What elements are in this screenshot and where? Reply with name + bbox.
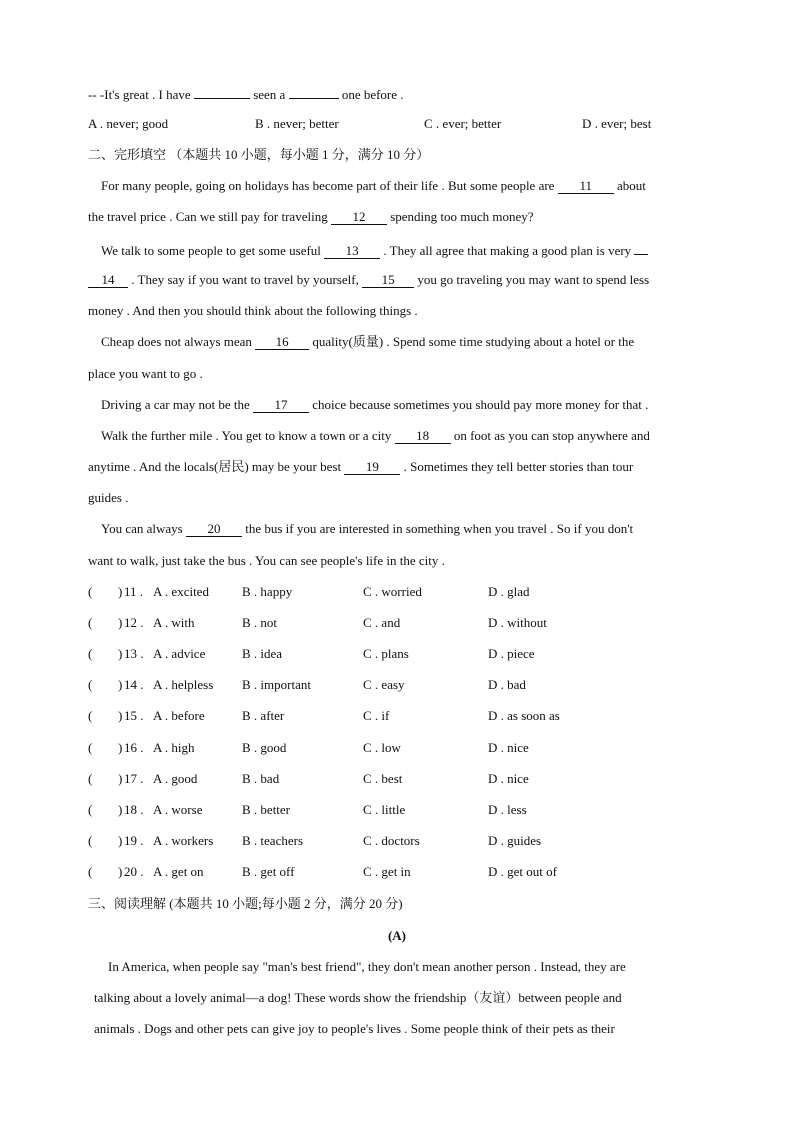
option-b[interactable]: B . not [242, 615, 278, 630]
answer-paren-open: ( [88, 708, 93, 723]
passage-line-13: want to walk, just take the bus . You can see people's life in the city . [88, 553, 445, 568]
question-number: 11 . [124, 584, 144, 599]
option-a[interactable]: A . get on [153, 864, 204, 879]
section3-heading [88, 896, 403, 913]
question-number: 18 . [124, 802, 144, 817]
blank-12[interactable]: 12 [331, 210, 387, 225]
option-b[interactable]: B . good [242, 740, 287, 755]
option-d[interactable]: D . less [488, 802, 527, 817]
answer-paren-close: ) [118, 771, 123, 786]
blank-18[interactable]: 18 [395, 429, 451, 444]
passage-line-7: place you want to go . [88, 366, 203, 381]
answer-paren-close: ) [118, 615, 123, 630]
option-a[interactable]: A . helpless [153, 677, 214, 692]
passage-line-2 [88, 209, 534, 225]
q10-text-c: one before . [341, 87, 404, 102]
question-number: 16 . [124, 740, 144, 755]
reading-line-2: talking about a lovely animal—a dog! These words show the friendship（友谊）between people and [94, 990, 622, 1005]
answer-paren-close: ) [118, 864, 123, 879]
question-number: 14 . [124, 677, 144, 692]
option-c[interactable]: C . easy [363, 677, 405, 692]
section2-note: （本题共 10 小题，每小题 1 分，满分 10 分） [169, 147, 430, 162]
answer-paren-open: ( [88, 864, 93, 879]
answer-paren-open: ( [88, 740, 93, 755]
option-c[interactable]: C . plans [363, 646, 409, 661]
section3-note: (本题共 10 小题;每小题 2 分，满分 20 分) [169, 896, 403, 911]
option-b[interactable]: B . important [242, 677, 311, 692]
option-b[interactable]: B . teachers [242, 833, 304, 848]
answer-paren-open: ( [88, 771, 93, 786]
option-a[interactable]: A . with [153, 615, 195, 630]
option-d[interactable]: D . nice [488, 771, 529, 786]
q10-option-d[interactable]: D . ever; best [582, 116, 652, 131]
passage-text: You can always [101, 521, 183, 536]
blank-20[interactable]: 20 [186, 522, 242, 537]
question-number: 13 . [124, 646, 144, 661]
blank-19[interactable]: 19 [344, 460, 400, 475]
option-d[interactable]: D . guides [488, 833, 542, 848]
option-d[interactable]: D . glad [488, 584, 530, 599]
q10-stem [88, 84, 404, 103]
answer-paren-open: ( [88, 646, 93, 661]
passage-line-10 [88, 459, 633, 475]
option-b[interactable]: B . get off [242, 864, 295, 879]
answer-paren-open: ( [88, 677, 93, 692]
option-a[interactable]: A . worse [153, 802, 203, 817]
passage-text: you go traveling you may want to spend less [417, 272, 650, 287]
blank-14-start [634, 240, 648, 255]
answer-paren-close: ) [118, 833, 123, 848]
question-number: 15 . [124, 708, 144, 723]
option-d[interactable]: D . piece [488, 646, 535, 661]
answer-paren-close: ) [118, 740, 123, 755]
option-d[interactable]: D . as soon as [488, 708, 560, 723]
passage-text: Driving a car may not be the [101, 397, 250, 412]
question-number: 12 . [124, 615, 144, 630]
passage-line-6 [101, 334, 634, 350]
reading-line-3: animals . Dogs and other pets can give joy to people's lives . Some people think of their pets as their [94, 1021, 615, 1036]
section3-title: 三、阅读理解 [88, 897, 167, 912]
answer-paren-close: ) [118, 677, 123, 692]
option-d[interactable]: D . bad [488, 677, 526, 692]
passage-line-5: money . And then you should think about the following things . [88, 303, 418, 318]
answer-paren-open: ( [88, 833, 93, 848]
passage-text: choice because sometimes you should pay more money for that . [312, 397, 649, 412]
passage-line-11: guides . [88, 490, 129, 505]
option-a[interactable]: A . advice [153, 646, 206, 661]
answer-paren-open: ( [88, 802, 93, 817]
option-b[interactable]: B . bad [242, 771, 280, 786]
passage-line-3 [101, 240, 648, 259]
option-c[interactable]: C . little [363, 802, 406, 817]
option-b[interactable]: B . after [242, 708, 285, 723]
option-c[interactable]: C . get in [363, 864, 411, 879]
option-c[interactable]: C . if [363, 708, 390, 723]
option-d[interactable]: D . get out of [488, 864, 557, 879]
answer-paren-close: ) [118, 708, 123, 723]
answer-paren-open: ( [88, 615, 93, 630]
q10-text-b: seen a [253, 87, 286, 102]
passage-text: spending too much money? [390, 209, 534, 224]
question-number: 19 . [124, 833, 144, 848]
passage-a-label: (A) [387, 928, 407, 943]
option-b[interactable]: B . better [242, 802, 291, 817]
q10-text-a: -- -It's great . I have [88, 87, 191, 102]
passage-text: the travel price . Can we still pay for traveling [88, 209, 328, 224]
reading-line-1: In America, when people say "man's best friend", they don't mean another person . Instead, they are [108, 959, 626, 974]
option-a[interactable]: A . excited [153, 584, 209, 599]
blank-15[interactable]: 15 [362, 273, 414, 288]
passage-text: about [616, 178, 646, 193]
passage-text: . They say if you want to travel by yourself, [131, 272, 359, 287]
blank-16[interactable]: 16 [255, 335, 309, 350]
q10-blank-2[interactable] [289, 84, 339, 99]
question-number: 17 . [124, 771, 144, 786]
option-c[interactable]: C . worried [363, 584, 422, 599]
blank-11[interactable]: 11 [558, 179, 614, 194]
blank-13[interactable]: 13 [324, 244, 380, 259]
option-d[interactable]: D . nice [488, 740, 529, 755]
passage-text: Cheap does not always mean [101, 334, 252, 349]
passage-text: the bus if you are interested in something when you travel . So if you don't [245, 521, 634, 536]
passage-line-8 [101, 397, 648, 413]
option-d[interactable]: D . without [488, 615, 547, 630]
answer-paren-close: ) [118, 646, 123, 661]
question-number: 20 . [124, 864, 144, 879]
passage-text: . Sometimes they tell better stories than tour [403, 459, 634, 474]
passage-text: . They all agree that making a good plan is very [383, 243, 632, 258]
q10-blank-1[interactable] [194, 84, 250, 99]
option-a[interactable]: A . workers [153, 833, 214, 848]
passage-text: anytime . And the locals(居民) may be your best [88, 459, 342, 474]
answer-paren-open: ( [88, 584, 93, 599]
option-b[interactable]: B . happy [242, 584, 293, 599]
blank-14[interactable]: 14 [88, 273, 128, 288]
passage-text: on foot as you can stop anywhere and [453, 428, 650, 443]
option-a[interactable]: A . high [153, 740, 195, 755]
option-c[interactable]: C . best [363, 771, 403, 786]
passage-text: quality(质量) . Spend some time studying about a hotel or the [312, 334, 635, 349]
q10-option-b[interactable]: B . never; better [255, 116, 339, 131]
option-c[interactable]: C . doctors [363, 833, 420, 848]
passage-line-4 [88, 272, 649, 288]
passage-text: Walk the further mile . You get to know a town or a city [101, 428, 392, 443]
option-a[interactable]: A . good [153, 771, 198, 786]
q10-option-c[interactable]: C . ever; better [424, 116, 502, 131]
option-c[interactable]: C . and [363, 615, 401, 630]
section2-title: 二、完形填空 [88, 148, 167, 163]
passage-text: For many people, going on holidays has become part of their life . But some people are [101, 178, 555, 193]
blank-17[interactable]: 17 [253, 398, 309, 413]
answer-paren-close: ) [118, 584, 123, 599]
option-a[interactable]: A . before [153, 708, 205, 723]
answer-paren-close: ) [118, 802, 123, 817]
option-b[interactable]: B . idea [242, 646, 283, 661]
passage-line-1 [101, 178, 646, 194]
passage-line-12 [101, 521, 633, 537]
section2-heading [88, 147, 429, 164]
q10-option-a[interactable]: A . never; good [88, 116, 169, 131]
option-c[interactable]: C . low [363, 740, 401, 755]
passage-line-9 [101, 428, 650, 444]
passage-text: We talk to some people to get some useful [101, 243, 321, 258]
